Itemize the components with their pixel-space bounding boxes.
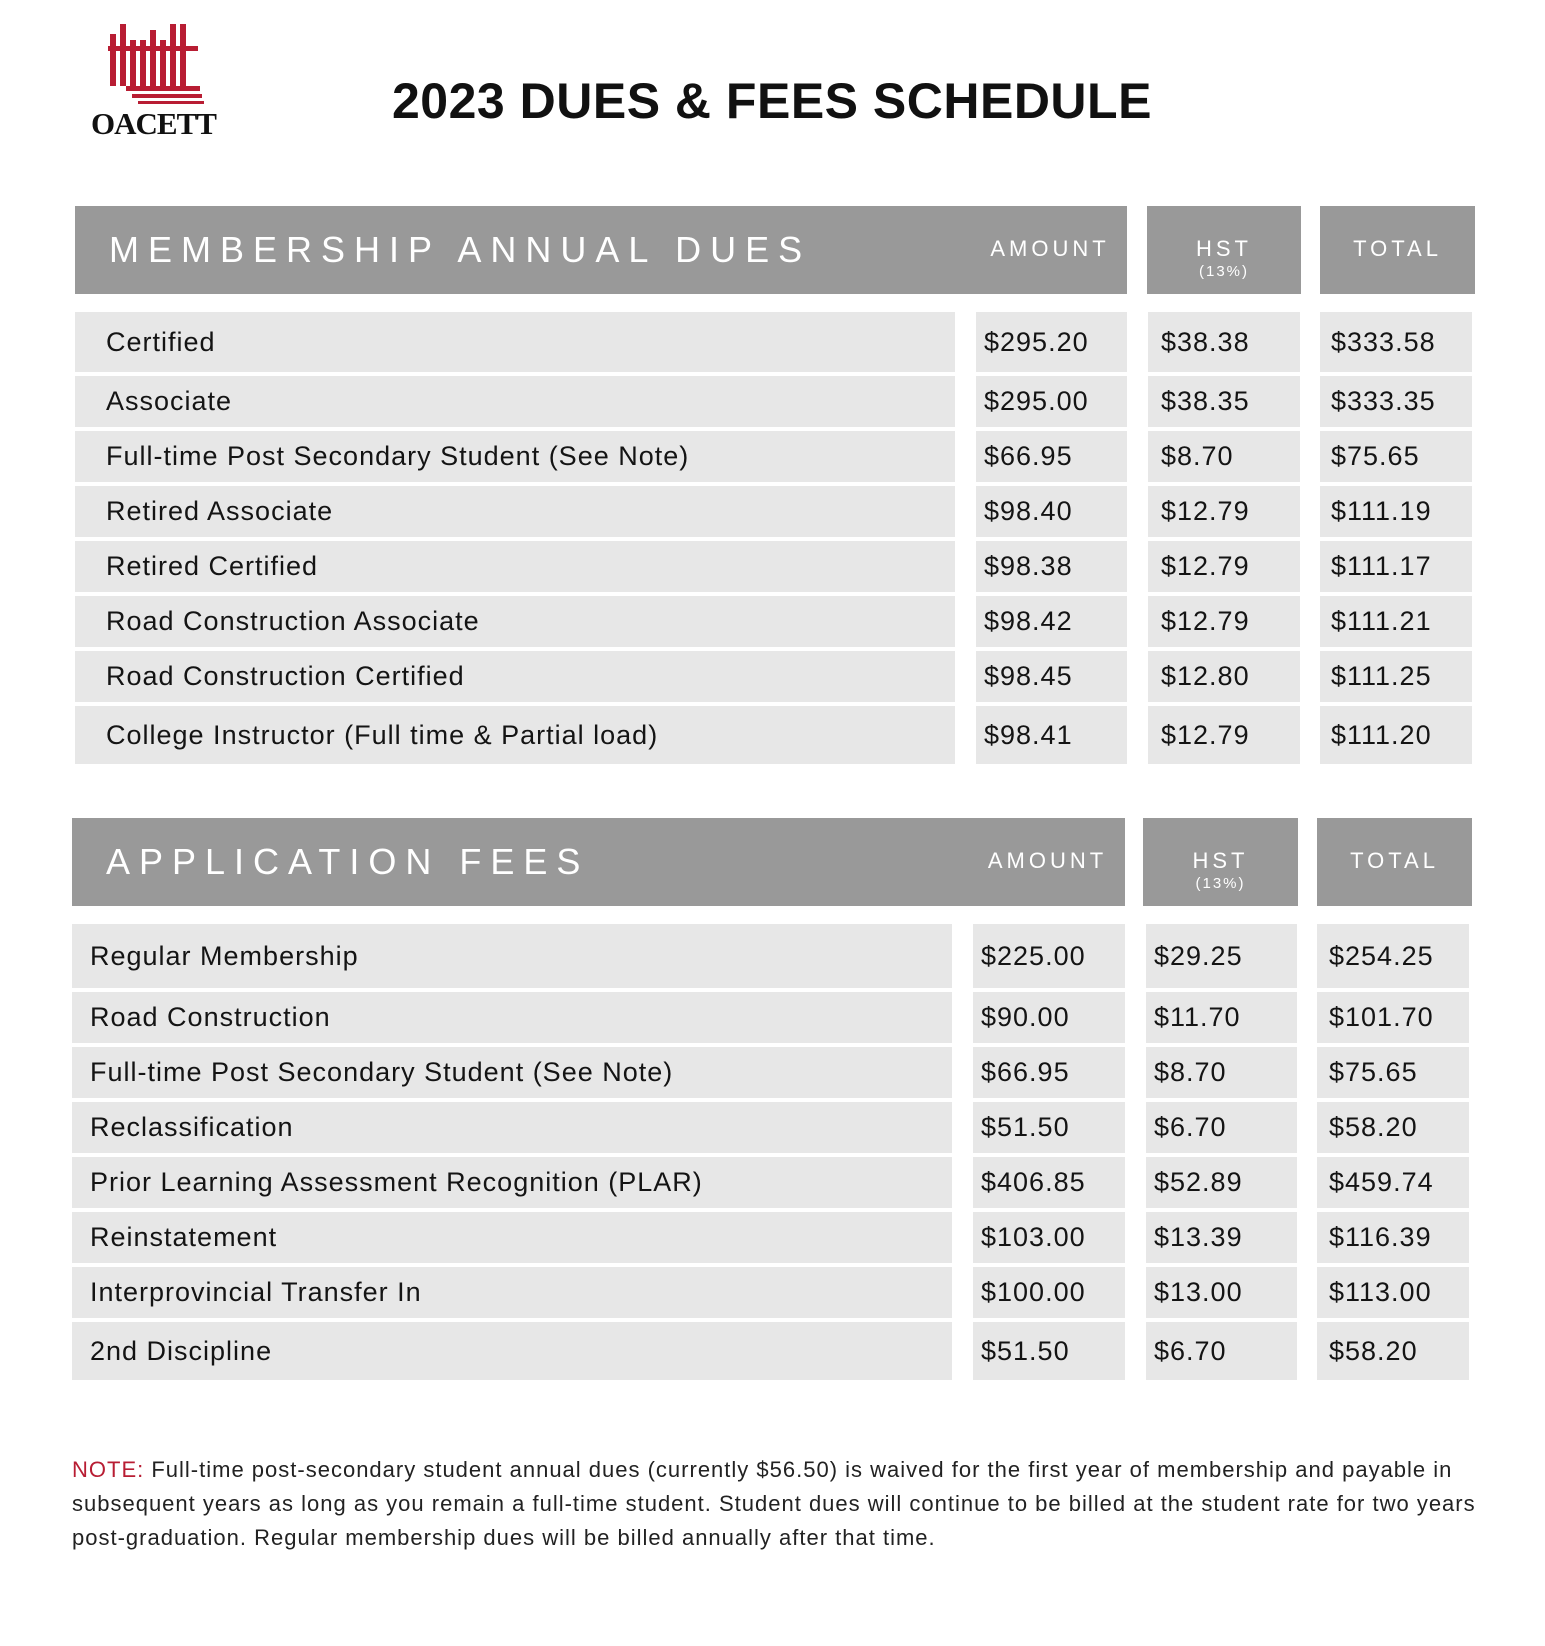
application-col-amount-label: AMOUNT <box>987 848 1108 873</box>
application-col-hst-sublabel: (13%) <box>1195 875 1246 892</box>
application-col-hst <box>1143 818 1298 906</box>
page-title: 2023 DUES & FEES SCHEDULE <box>392 73 1152 129</box>
application-row-amount: $51.50 <box>973 1102 1125 1153</box>
application-row-total: $113.00 <box>1317 1267 1469 1318</box>
membership-row-amount: $295.20 <box>976 312 1127 372</box>
membership-section-title: MEMBERSHIP ANNUAL DUES <box>75 206 989 294</box>
membership-row-amount: $98.41 <box>976 706 1127 764</box>
application-row-amount: $406.85 <box>973 1157 1125 1208</box>
application-row-label: Regular Membership <box>72 924 952 988</box>
membership-row-total: $333.58 <box>1320 312 1472 372</box>
application-row-label: Full-time Post Secondary Student (See Note) <box>72 1047 952 1098</box>
membership-col-total <box>1320 206 1475 294</box>
membership-row-amount: $98.42 <box>976 596 1127 647</box>
application-row-total: $459.74 <box>1317 1157 1469 1208</box>
membership-row-hst: $12.79 <box>1148 541 1300 592</box>
membership-row-hst: $12.80 <box>1148 651 1300 702</box>
membership-col-hst-sublabel: (13%) <box>1198 263 1249 280</box>
membership-row-total: $75.65 <box>1320 431 1472 482</box>
membership-row-label: Retired Certified <box>75 541 955 592</box>
membership-col-hst-label: HST <box>1196 236 1252 261</box>
membership-col-amount-label: AMOUNT <box>990 236 1110 261</box>
application-row-label: Prior Learning Assessment Recognition (PLAR) <box>72 1157 952 1208</box>
application-row-hst: $13.00 <box>1146 1267 1297 1318</box>
application-row-label: Interprovincial Transfer In <box>72 1267 952 1318</box>
application-col-total <box>1317 818 1472 906</box>
membership-row-amount: $98.45 <box>976 651 1127 702</box>
application-row-hst: $52.89 <box>1146 1157 1297 1208</box>
application-row-total: $116.39 <box>1317 1212 1469 1263</box>
application-row-total: $101.70 <box>1317 992 1469 1043</box>
application-row-hst: $29.25 <box>1146 924 1297 988</box>
application-row-total: $58.20 <box>1317 1102 1469 1153</box>
application-row-amount: $66.95 <box>973 1047 1125 1098</box>
application-row-total: $58.20 <box>1317 1322 1469 1380</box>
membership-row-label: College Instructor (Full time & Partial load) <box>75 706 955 764</box>
application-col-amount <box>970 818 1125 906</box>
membership-row-label: Retired Associate <box>75 486 955 537</box>
membership-col-amount <box>973 206 1127 294</box>
application-row-total: $75.65 <box>1317 1047 1469 1098</box>
application-col-total-label: TOTAL <box>1350 848 1439 873</box>
membership-row-amount: $66.95 <box>976 431 1127 482</box>
membership-row-total: $111.19 <box>1320 486 1472 537</box>
membership-row-total: $333.35 <box>1320 376 1472 427</box>
application-section-title: APPLICATION FEES <box>72 818 986 906</box>
membership-row-total: $111.20 <box>1320 706 1472 764</box>
application-row-label: 2nd Discipline <box>72 1322 952 1380</box>
membership-row-amount: $98.40 <box>976 486 1127 537</box>
application-col-hst-label: HST <box>1192 848 1249 873</box>
membership-row-label: Associate <box>75 376 955 427</box>
note-label: NOTE: <box>72 1457 145 1482</box>
membership-row-hst: $12.79 <box>1148 486 1300 537</box>
membership-row-label: Certified <box>75 312 955 372</box>
application-row-hst: $6.70 <box>1146 1322 1297 1380</box>
membership-row-hst: $38.38 <box>1148 312 1300 372</box>
application-row-hst: $11.70 <box>1146 992 1297 1043</box>
membership-row-amount: $98.38 <box>976 541 1127 592</box>
membership-row-hst: $38.35 <box>1148 376 1300 427</box>
application-row-amount: $100.00 <box>973 1267 1125 1318</box>
membership-row-label: Road Construction Associate <box>75 596 955 647</box>
application-row-amount: $103.00 <box>973 1212 1125 1263</box>
membership-row-hst: $8.70 <box>1148 431 1300 482</box>
application-row-label: Reclassification <box>72 1102 952 1153</box>
logo-text: OACETT <box>91 106 216 141</box>
membership-row-total: $111.17 <box>1320 541 1472 592</box>
membership-row-label: Road Construction Certified <box>75 651 955 702</box>
membership-row-total: $111.21 <box>1320 596 1472 647</box>
application-row-amount: $225.00 <box>973 924 1125 988</box>
membership-row-amount: $295.00 <box>976 376 1127 427</box>
membership-row-hst: $12.79 <box>1148 596 1300 647</box>
membership-row-hst: $12.79 <box>1148 706 1300 764</box>
application-row-hst: $8.70 <box>1146 1047 1297 1098</box>
application-row-amount: $90.00 <box>973 992 1125 1043</box>
oacett-emblem-icon <box>108 22 204 108</box>
application-row-label: Road Construction <box>72 992 952 1043</box>
note-text: Full-time post-secondary student annual dues (currently $56.50) is waived for the first year of membership and payable in subsequent years as long as you remain a full-time student. Student dues will continue to be billed at the student rate for two years post-graduation. Regular membership dues will be billed annually after that time. <box>72 1457 1476 1550</box>
membership-row-total: $111.25 <box>1320 651 1472 702</box>
oacett-logo <box>86 22 226 142</box>
application-row-total: $254.25 <box>1317 924 1469 988</box>
application-row-amount: $51.50 <box>973 1322 1125 1380</box>
application-row-label: Reinstatement <box>72 1212 952 1263</box>
application-row-hst: $13.39 <box>1146 1212 1297 1263</box>
membership-col-total-label: TOTAL <box>1353 236 1442 261</box>
application-row-hst: $6.70 <box>1146 1102 1297 1153</box>
membership-row-label: Full-time Post Secondary Student (See Note) <box>75 431 955 482</box>
membership-col-hst <box>1147 206 1301 294</box>
footnote <box>72 1453 1482 1555</box>
